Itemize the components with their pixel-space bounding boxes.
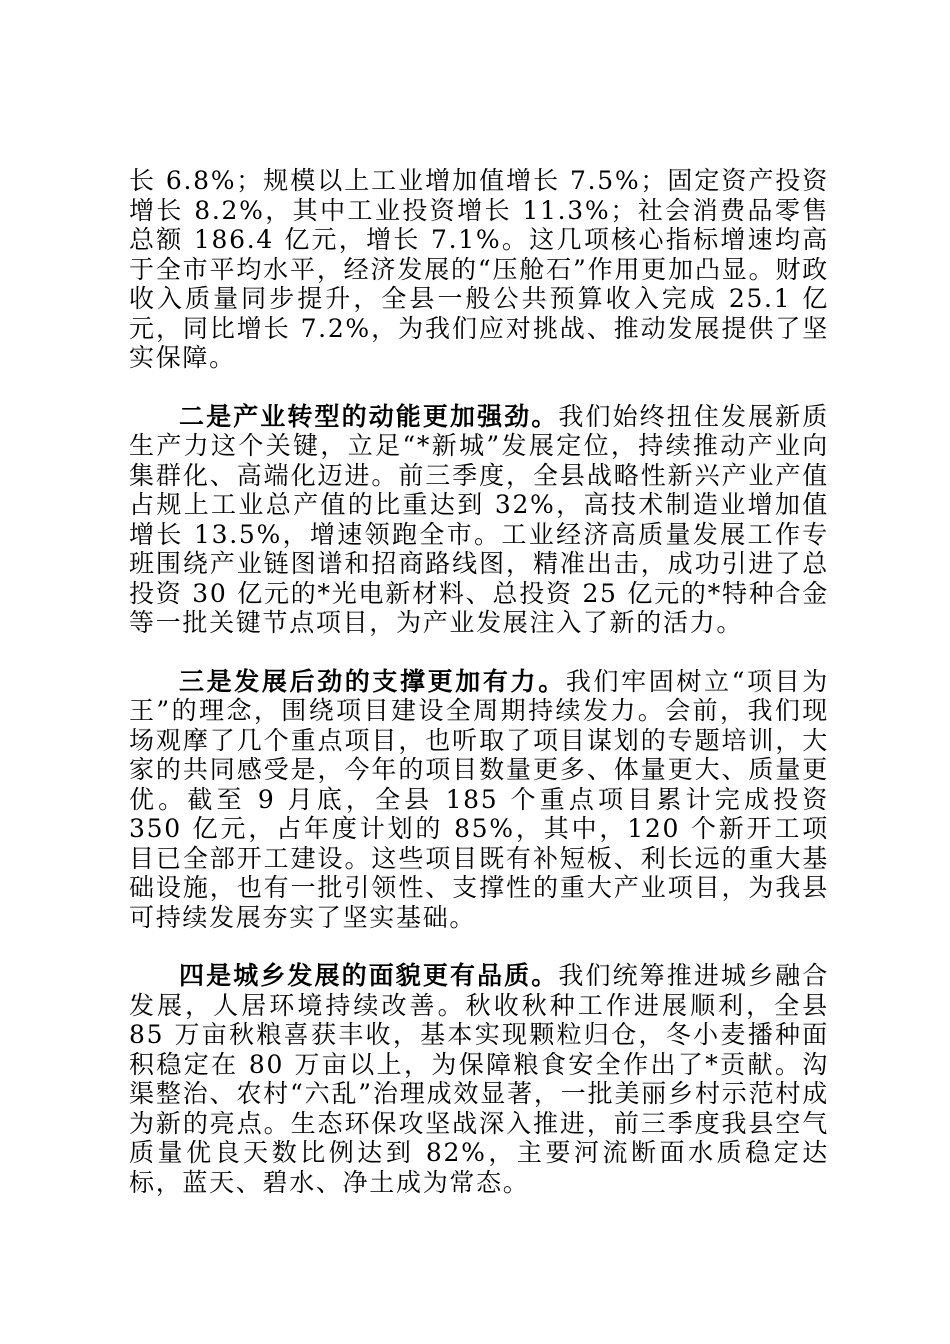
document-body [129, 166, 829, 1197]
paragraph-3-heading: 三是发展后劲的支撑更加有力。 [179, 666, 566, 696]
paragraph-2-text: 我们始终扭住发展新质生产力这个关键，立足“*新城”发展定位，持续推动产业向集群化、高端化迈进。前三季度，全县战略性新兴产业产值占规上工业总产值的比重达到 32%，高技术制造业增加值增长 13.5%，增速领跑全市。工业经济高质量发展工作专班围绕产业链图谱和招商路线图，精准出击，成功引进了总投资 30 亿元的*光电新材料、总投资 25 亿元的*特种合金等一批关键节点项目，为产业发展注入了新的活力。 [129, 401, 829, 637]
paragraph-3-text: 我们牢固树立“项目为王”的理念，围绕项目建设全周期持续发力。会前，我们现场观摩了几个重点项目，也听取了项目谋划的专题培训，大家的共同感受是，今年的项目数量更多、体量更大、质量更优。截至 9 月底，全县 185 个重点项目累计完成投资 350 亿元，占年度计划的 85%，其中，120 个新开工项目已全部开工建设。这些项目既有补短板、利长远的重大基础设施，也有一批引领性、支撑性的重大产业项目，为我县可持续发展夯实了坚实基础。 [129, 666, 829, 932]
paragraph-2 [129, 402, 829, 638]
paragraph-1 [129, 166, 829, 373]
paragraph-2-heading: 二是产业转型的动能更加强劲。 [179, 401, 559, 431]
paragraph-3 [129, 667, 829, 933]
paragraph-4-heading: 四是城乡发展的面貌更有品质。 [179, 961, 559, 990]
paragraph-4-text: 我们统筹推进城乡融合发展，人居环境持续改善。秋收秋种工作进展顺利，全县 85 万亩秋粮喜获丰收，基本实现颗粒归仓，冬小麦播种面积稳定在 80 万亩以上，为保障粮食安全作出了*贡献。沟渠整治、农村“六乱”治理成效显著，一批美丽乡村示范村成为新的亮点。生态环保攻坚战深入推进，前三季度我县空气质量优良天数比例达到 82%，主要河流断面水质稳定达标，蓝天、碧水、净土成为常态。 [129, 961, 829, 1197]
paragraph-1-text: 长 6.8%；规模以上工业增加值增长 7.5%；固定资产投资增长 8.2%，其中工业投资增长 11.3%；社会消费品零售总额 186.4 亿元，增长 7.1%。这几项核心指标增速均高于全市平均水平，经济发展的“压舱石”作用更加凸显。财政收入质量同步提升，全县一般公共预算收入完成 25.1 亿元，同比增长 7.2%，为我们应对挑战、推动发展提供了坚实保障。 [129, 166, 829, 372]
paragraph-4 [129, 961, 829, 1197]
